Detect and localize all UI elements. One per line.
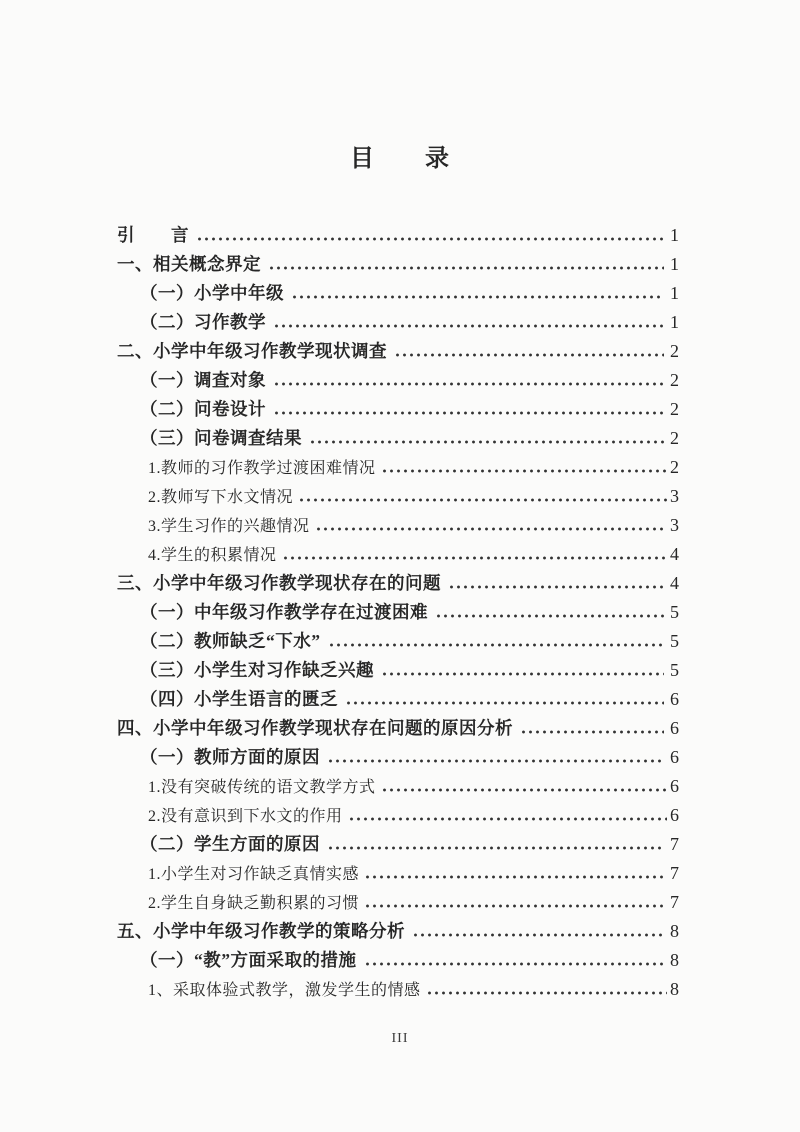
dot-leader [309,440,664,444]
toc-entry-page-number: 3 [670,486,679,506]
toc-entry-page-number: 4 [670,544,679,564]
dot-leader [412,933,664,937]
toc-entry-page-number: 6 [670,689,679,709]
dot-leader [282,556,667,560]
toc-entry-label: 一、相关概念界定 [117,254,261,274]
footer-page-number: III [391,1031,409,1046]
dot-leader [345,701,664,705]
toc-entry-label: （二）问卷设计 [140,399,266,419]
dot-leader [273,324,664,328]
toc-entry-label: （一）小学中年级 [140,283,284,303]
toc-entry [117,540,679,569]
toc-entry-page-number: 4 [670,573,679,593]
toc-entry [117,975,679,1004]
toc-entry [117,888,679,917]
dot-leader [196,237,664,241]
dot-leader [381,469,667,473]
toc-entry [117,917,679,946]
toc-entry-page-number: 1 [670,225,679,245]
toc-entry-label: 1.教师的习作教学过渡困难情况 [148,460,376,477]
page-title: 目 录 [350,146,450,172]
toc-entry [117,598,679,627]
toc-entry [117,337,679,366]
toc-entry-page-number: 5 [670,602,679,622]
dot-leader [328,643,665,647]
toc-entry [117,453,679,482]
toc-entry-label: （一）“教”方面采取的措施 [140,950,357,970]
dot-leader [298,498,667,502]
toc-entry [117,511,679,540]
toc-entry-page-number: 2 [670,428,679,448]
toc-entry [117,830,679,859]
dot-leader [327,759,664,763]
toc-entry [117,743,679,772]
toc-entry-page-number: 7 [670,863,679,883]
dot-leader [520,730,664,734]
toc-entry-label: 四、小学中年级习作教学现状存在问题的原因分析 [117,718,513,738]
dot-leader [348,817,667,821]
toc-entry-page-number: 3 [670,515,679,535]
toc-entry [117,308,679,337]
toc-entry [117,221,679,250]
toc-entry-label: （四）小学生语言的匮乏 [140,689,338,709]
toc-entry [117,627,679,656]
toc-entry-label: 三、小学中年级习作教学现状存在的问题 [117,573,441,593]
toc-entry-label: （二）习作教学 [140,312,266,332]
toc-entry [117,366,679,395]
dot-leader [381,788,667,792]
toc-entry-label: 二、小学中年级习作教学现状调查 [117,341,387,361]
toc-entry [117,279,679,308]
toc-entry-label: 2.学生自身缺乏勤积累的习惯 [148,895,360,912]
toc-entry-page-number: 7 [670,834,679,854]
toc-entry [117,395,679,424]
toc-entry-page-number: 1 [670,312,679,332]
toc-entry-page-number: 2 [670,399,679,419]
toc-entry-page-number: 6 [670,776,679,796]
toc-entry-label: 1.小学生对习作缺乏真情实感 [148,866,360,883]
toc-entry [117,250,679,279]
dot-leader [381,672,664,676]
toc-entry [117,482,679,511]
toc-entry-page-number: 2 [670,341,679,361]
toc-entry-page-number: 1 [670,283,679,303]
toc-entry [117,656,679,685]
toc-entry-label: （一）中年级习作教学存在过渡困难 [140,602,428,622]
dot-leader [315,527,667,531]
toc-entry-page-number: 6 [670,718,679,738]
toc-entry-label: 1.没有突破传统的语文教学方式 [148,779,376,796]
toc-entry [117,685,679,714]
toc-entry-label: （一）教师方面的原因 [140,747,320,767]
toc-entry-label: （三）小学生对习作缺乏兴趣 [140,660,374,680]
toc-entry [117,569,679,598]
toc-entry [117,714,679,743]
toc-entry-page-number: 8 [670,921,679,941]
toc-entry-page-number: 8 [670,979,679,999]
toc-entry [117,801,679,830]
toc-entry-label: 五、小学中年级习作教学的策略分析 [117,921,405,941]
dot-leader [364,904,667,908]
toc-entry [117,946,679,975]
toc-entry [117,772,679,801]
table-of-contents [117,221,679,1004]
toc-entry-label: （三）问卷调查结果 [140,428,302,448]
toc-entry-label: （二）学生方面的原因 [140,834,320,854]
toc-entry-label: 1、采取体验式教学，激发学生的情感 [148,982,421,999]
toc-entry-page-number: 2 [670,457,679,477]
dot-leader [448,585,664,589]
dot-leader [364,962,665,966]
toc-entry-page-number: 2 [670,370,679,390]
toc-entry-label: （二）教师缺乏“下水” [140,631,321,651]
toc-entry-label: （一）调查对象 [140,370,266,390]
toc-entry-label: 引 言 [117,225,189,245]
toc-entry-page-number: 6 [670,805,679,825]
toc-entry-page-number: 5 [670,660,679,680]
toc-entry-page-number: 8 [670,950,679,970]
toc-entry-label: 4.学生的积累情况 [148,547,277,564]
toc-entry [117,424,679,453]
dot-leader [394,353,664,357]
dot-leader [364,875,667,879]
toc-entry-page-number: 1 [670,254,679,274]
toc-entry-label: 2.没有意识到下水文的作用 [148,808,343,825]
dot-leader [435,614,664,618]
toc-entry-label: 3.学生习作的兴趣情况 [148,518,310,535]
dot-leader [273,411,664,415]
toc-entry-page-number: 6 [670,747,679,767]
dot-leader [291,295,664,299]
dot-leader [268,266,664,270]
dot-leader [426,991,667,995]
toc-entry-label: 2.教师写下水文情况 [148,489,294,506]
dot-leader [273,382,664,386]
dot-leader [327,846,664,850]
toc-entry-page-number: 7 [670,892,679,912]
toc-entry [117,859,679,888]
toc-entry-page-number: 5 [670,631,679,651]
